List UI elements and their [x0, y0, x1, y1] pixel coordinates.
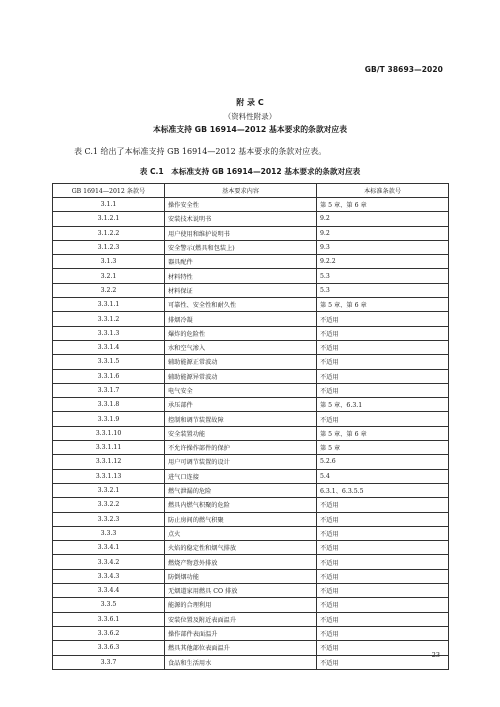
standard-clause-cell: 5.2.6: [317, 455, 449, 469]
clause-correspondence-table: [52, 183, 449, 670]
standard-clause-cell: 不适用: [317, 355, 449, 369]
requirement-cell: 食品和生活用水: [165, 655, 317, 669]
clause-number-cell: 3.2.1: [53, 269, 165, 283]
standard-clause-cell: 不适用: [317, 612, 449, 626]
standard-clause-cell: 不适用: [317, 584, 449, 598]
requirement-cell: 燃气泄漏的危险: [165, 483, 317, 497]
requirement-cell: 防止房间的燃气积聚: [165, 512, 317, 526]
standard-clause-cell: 第 5 章、6.3.1: [317, 398, 449, 412]
table-row: [53, 512, 449, 526]
standard-clause-cell: 不适用: [317, 326, 449, 340]
standard-clause-cell: 不适用: [317, 312, 449, 326]
clause-number-cell: 3.3.3: [53, 526, 165, 540]
requirement-cell: 安装技术说明书: [165, 212, 317, 226]
requirement-cell: 安全装置功能: [165, 426, 317, 440]
standard-clause-cell: 不适用: [317, 569, 449, 583]
table-row: [53, 298, 449, 312]
clause-number-cell: 3.3.7: [53, 655, 165, 669]
standard-clause-cell: 不适用: [317, 526, 449, 540]
table-row: [53, 198, 449, 212]
requirement-cell: 操作部件表面温升: [165, 626, 317, 640]
clause-number-cell: 3.3.6.1: [53, 612, 165, 626]
standard-clause-cell: 5.4: [317, 469, 449, 483]
clause-number-cell: 3.3.1.4: [53, 340, 165, 354]
table-row: [53, 383, 449, 397]
table-row: [53, 598, 449, 612]
standard-clause-cell: 不适用: [317, 383, 449, 397]
requirement-cell: 进气口连接: [165, 469, 317, 483]
table-row: [53, 355, 449, 369]
standard-clause-cell: 第 5 章、第 6 章: [317, 426, 449, 440]
requirement-cell: 爆炸的危险性: [165, 326, 317, 340]
clause-number-cell: 3.3.1.2: [53, 312, 165, 326]
clause-number-cell: 3.3.1.8: [53, 398, 165, 412]
table-row: [53, 526, 449, 540]
table-row: [53, 555, 449, 569]
standard-clause-cell: 9.2: [317, 212, 449, 226]
standard-clause-cell: 不适用: [317, 340, 449, 354]
standard-clause-cell: 6.3.1、6.3.5.5: [317, 483, 449, 497]
requirement-cell: 器具配件: [165, 255, 317, 269]
standard-clause-cell: 不适用: [317, 498, 449, 512]
table-row: [53, 240, 449, 254]
requirement-cell: 辅助能源异常波动: [165, 369, 317, 383]
clause-number-cell: 3.1.2.2: [53, 226, 165, 240]
standard-clause-cell: 不适用: [317, 512, 449, 526]
standard-clause-cell: 不适用: [317, 598, 449, 612]
table-row: [53, 612, 449, 626]
standard-clause-cell: 9.2: [317, 226, 449, 240]
standard-clause-cell: 不适用: [317, 655, 449, 669]
clause-number-cell: 3.3.4.4: [53, 584, 165, 598]
requirement-cell: 能源的合理利用: [165, 598, 317, 612]
clause-number-cell: 3.3.1.12: [53, 455, 165, 469]
clause-number-cell: 3.3.4.2: [53, 555, 165, 569]
table-row: [53, 541, 449, 555]
clause-number-cell: 3.3.2.2: [53, 498, 165, 512]
table-row: [53, 398, 449, 412]
table-body: [53, 198, 449, 670]
table-row: [53, 283, 449, 297]
clause-number-cell: 3.3.1.11: [53, 441, 165, 455]
clause-number-cell: 3.3.2.3: [53, 512, 165, 526]
requirement-cell: 材料保证: [165, 283, 317, 297]
standard-clause-cell: 9.3: [317, 240, 449, 254]
table-header-row: [53, 184, 449, 198]
requirement-cell: 防倒烟功能: [165, 569, 317, 583]
standard-clause-cell: 第 5 章: [317, 441, 449, 455]
table-row: [53, 498, 449, 512]
standard-code: GB/T 38693—2020: [364, 65, 443, 74]
standard-clause-cell: 不适用: [317, 626, 449, 640]
clause-number-cell: 3.3.1.1: [53, 298, 165, 312]
requirement-cell: 水和空气渗入: [165, 340, 317, 354]
standard-clause-cell: 不适用: [317, 541, 449, 555]
clause-number-cell: 3.3.1.10: [53, 426, 165, 440]
requirement-cell: 点火: [165, 526, 317, 540]
standard-clause-cell: 第 5 章、第 6 章: [317, 298, 449, 312]
clause-number-cell: 3.3.1.13: [53, 469, 165, 483]
table-row: [53, 369, 449, 383]
clause-number-cell: 3.3.1.9: [53, 412, 165, 426]
requirement-cell: 安全警示(燃具和包装上): [165, 240, 317, 254]
standard-clause-cell: 5.3: [317, 283, 449, 297]
table-row: [53, 483, 449, 497]
standard-clause-cell: 不适用: [317, 555, 449, 569]
standard-clause-cell: 不适用: [317, 369, 449, 383]
requirement-cell: 安装位置及附近表面温升: [165, 612, 317, 626]
clause-number-cell: 3.3.1.3: [53, 326, 165, 340]
requirement-cell: 用户使用和维护说明书: [165, 226, 317, 240]
requirement-cell: 不允许操作部件的保护: [165, 441, 317, 455]
standard-clause-cell: 5.3: [317, 269, 449, 283]
clause-number-cell: 3.3.1.6: [53, 369, 165, 383]
clause-number-cell: 3.3.1.5: [53, 355, 165, 369]
table-row: [53, 426, 449, 440]
intro-paragraph: 表 C.1 给出了本标准支持 GB 16914—2012 基本要求的条款对应表。: [74, 147, 327, 156]
clause-number-cell: 3.3.6.3: [53, 641, 165, 655]
table-row: [53, 212, 449, 226]
column-header: GB 16914—2012 条款号: [53, 184, 165, 198]
table-row: [53, 626, 449, 640]
table-row: [53, 255, 449, 269]
page-number: 23: [431, 651, 440, 659]
clause-number-cell: 3.3.1.7: [53, 383, 165, 397]
requirement-cell: 控制和调节装置故障: [165, 412, 317, 426]
annex-type: （资料性附录）: [223, 112, 277, 121]
table-row: [53, 455, 449, 469]
requirement-cell: 燃具内燃气积聚的危险: [165, 498, 317, 512]
requirement-cell: 电气安全: [165, 383, 317, 397]
clause-number-cell: 3.1.2.3: [53, 240, 165, 254]
requirement-cell: 用户可调节装置的设计: [165, 455, 317, 469]
table-row: [53, 655, 449, 669]
annex-label: 附 录 C: [236, 98, 264, 107]
requirement-cell: 无烟道家用燃具 CO 排放: [165, 584, 317, 598]
standard-clause-cell: 不适用: [317, 641, 449, 655]
requirement-cell: 燃具其他部位表面温升: [165, 641, 317, 655]
table-caption: 表 C.1 本标准支持 GB 16914—2012 基本要求的条款对应表: [139, 167, 361, 176]
requirement-cell: 承压部件: [165, 398, 317, 412]
table-row: [53, 412, 449, 426]
clause-number-cell: 3.3.2.1: [53, 483, 165, 497]
requirement-cell: 燃烧产物意外排放: [165, 555, 317, 569]
column-header: 基本要求内容: [165, 184, 317, 198]
requirement-cell: 辅助能源正常波动: [165, 355, 317, 369]
standard-clause-cell: 不适用: [317, 412, 449, 426]
table-row: [53, 269, 449, 283]
clause-number-cell: 3.2.2: [53, 283, 165, 297]
clause-number-cell: 3.3.4.1: [53, 541, 165, 555]
table-row: [53, 226, 449, 240]
clause-number-cell: 3.3.6.2: [53, 626, 165, 640]
requirement-cell: 可靠性、安全性和耐久性: [165, 298, 317, 312]
table-row: [53, 469, 449, 483]
requirement-cell: 火焰的稳定性和烟气排放: [165, 541, 317, 555]
table-row: [53, 326, 449, 340]
table-row: [53, 340, 449, 354]
requirement-cell: 排烟冷凝: [165, 312, 317, 326]
table-row: [53, 312, 449, 326]
clause-number-cell: 3.3.5: [53, 598, 165, 612]
table-row: [53, 569, 449, 583]
clause-number-cell: 3.3.4.3: [53, 569, 165, 583]
table-row: [53, 441, 449, 455]
annex-title: 本标准支持 GB 16914—2012 基本要求的条款对应表: [152, 125, 348, 134]
clause-number-cell: 3.1.1: [53, 198, 165, 212]
clause-number-cell: 3.1.2.1: [53, 212, 165, 226]
requirement-cell: 材料特性: [165, 269, 317, 283]
table-row: [53, 584, 449, 598]
clause-number-cell: 3.1.3: [53, 255, 165, 269]
standard-clause-cell: 9.2.2: [317, 255, 449, 269]
requirement-cell: 操作安全性: [165, 198, 317, 212]
table-row: [53, 641, 449, 655]
standard-clause-cell: 第 5 章、第 6 章: [317, 198, 449, 212]
column-header: 本标准条款号: [317, 184, 449, 198]
